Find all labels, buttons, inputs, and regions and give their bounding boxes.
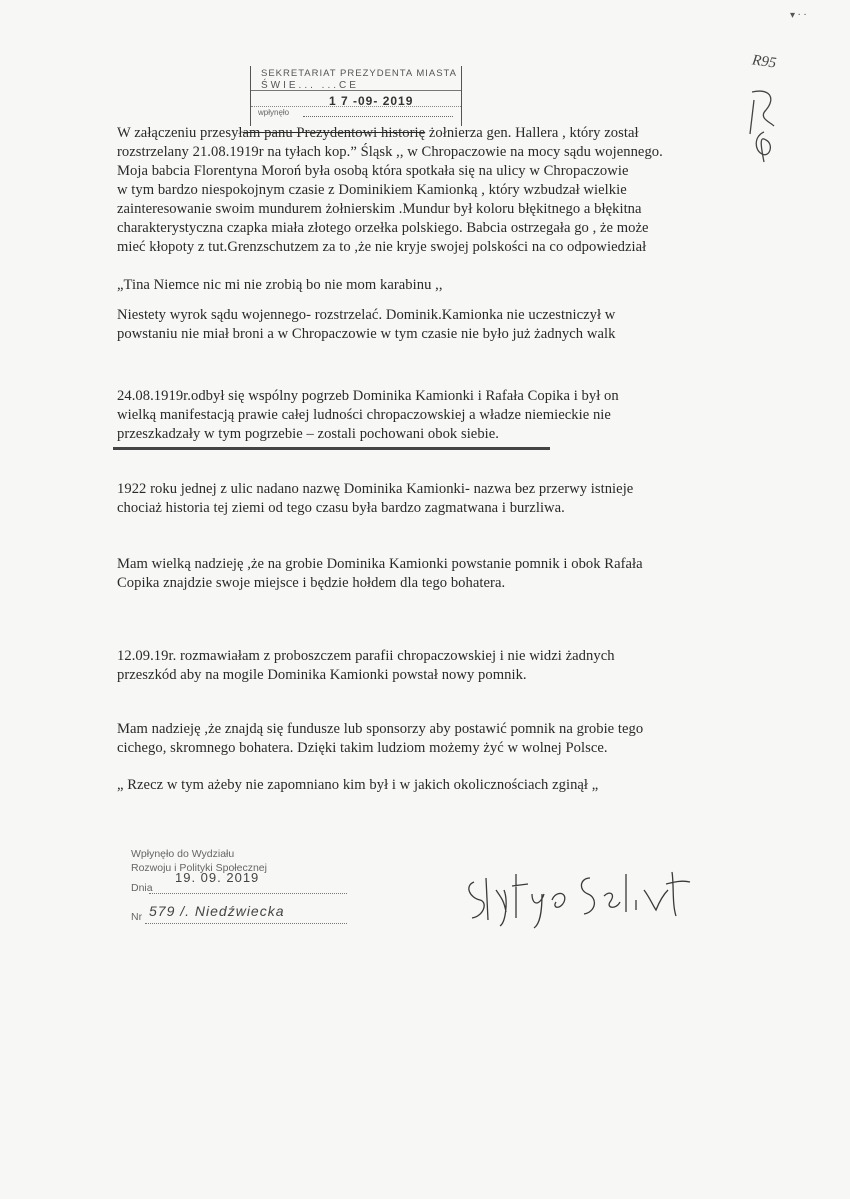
dept-stamp-line-2: Rozwoju i Polityki Społecznej [131,862,267,874]
dept-stamp-nr-value: 579 /. Niedźwiecka [149,903,285,919]
stamp-line-1: SEKRETARIAT PREZYDENTA MIASTA [261,68,457,79]
scan-marks: ▾ · · [790,10,807,21]
handwritten-scribble [740,70,790,170]
stamp-date: 1 7 -09- 2019 [329,94,414,108]
intro-rest: żołnierza gen. Hallera , który został rozstrzelany 21.08.1919r na tyłach kop.” Śląsk ,, w Chropaczowie na mocy sądu wojennego. Moja babcia Florentyna Moroń była osobą która spotkała się na ulicy w Chropaczowie w tym bardzo niespokojnym czasie z Dominikiem Kamionką , który wzbudzał wielkie zainteresowanie swoim mundurem żołnierskim .Mundur był koloru błękitnego a błękitna charakterystyczna czapka miała złotego orzełka polskiego. Babcia ostrzegała go , że może mieć kłopoty z tut.Grenzschutzem za to ,że nie kryje swojej polskości na co odpowiedział [117,125,663,255]
stamp-divider [251,90,461,91]
dept-stamp-dotted-line-2 [145,923,347,924]
paragraph-funding: Mam nadzieję ,że znajdą się fundusze lub sponsorzy aby postawić pomnik na grobie tego cichego, skromnego bohatera. Dzięki takim ludziom możemy żyć w wolnej Polsce. [117,721,644,756]
dept-stamp-line-1: Wpłynęło do Wydziału [131,848,235,860]
dept-stamp-dotted-line [149,893,347,894]
handwritten-reference: R95 [751,52,778,72]
quote-soldier: „Tina Niemce nic mi nie zrobią bo nie mom karabinu ,, [117,277,443,293]
intro-struck-text: am panu Prezydentowi historię [242,125,426,141]
stamp-line-2: ŚWIE... ...CE [261,80,359,91]
stamp-line-3: wpłynęło [258,108,290,117]
stamp-divider-dotted [251,106,461,107]
stamp-dotted-line [303,116,453,117]
underline-mark [113,447,550,450]
paragraph-intro [117,124,737,257]
dept-stamp-date-label: Dnia [131,882,153,894]
dept-stamp-nr-label: Nr [131,911,143,923]
intro-start: W załączeniu przesył [117,125,243,141]
quote-remember: „ Rzecz w tym ażeby nie zapomniano kim był i w jakich okolicznościach zginął „ [117,777,599,793]
secretariat-stamp [250,66,462,126]
paragraph-funeral: 24.08.1919r.odbył się wspólny pogrzeb Dominika Kamionki i Rafała Copika i był on wielką manifestacją prawie całej ludności chropaczowskiej a władze niemieckie nie przeszkadzały w tym pogrzebie – zostali pochowani obok siebie. [117,388,619,442]
dept-stamp-date: 19. 09. 2019 [175,870,260,885]
handwritten-signature [460,860,700,930]
paragraph-parish: 12.09.19r. rozmawiałam z proboszczem parafii chropaczowskiej i nie widzi żadnych przeszkód aby na mogile Dominika Kamionki powstał nowy pomnik. [117,648,615,683]
department-stamp [127,848,357,928]
paragraph-monument-hope: Mam wielką nadzieję ,że na grobie Dominika Kamionki powstanie pomnik i obok Rafała Copika znajdzie swoje miejsce i będzie hołdem dla tego bohatera. [117,556,643,591]
paragraph-verdict: Niestety wyrok sądu wojennego- rozstrzelać. Dominik.Kamionka nie uczestniczył w powstaniu nie miał broni a w Chropaczowie w tym czasie nie było już żadnych walk [117,307,616,342]
paragraph-street-name: 1922 roku jednej z ulic nadano nazwę Dominika Kamionki- nazwa bez przerwy istnieje chociaż historia tej ziemi od tego czasu była bardzo zagmatwana i burzliwa. [117,481,634,516]
